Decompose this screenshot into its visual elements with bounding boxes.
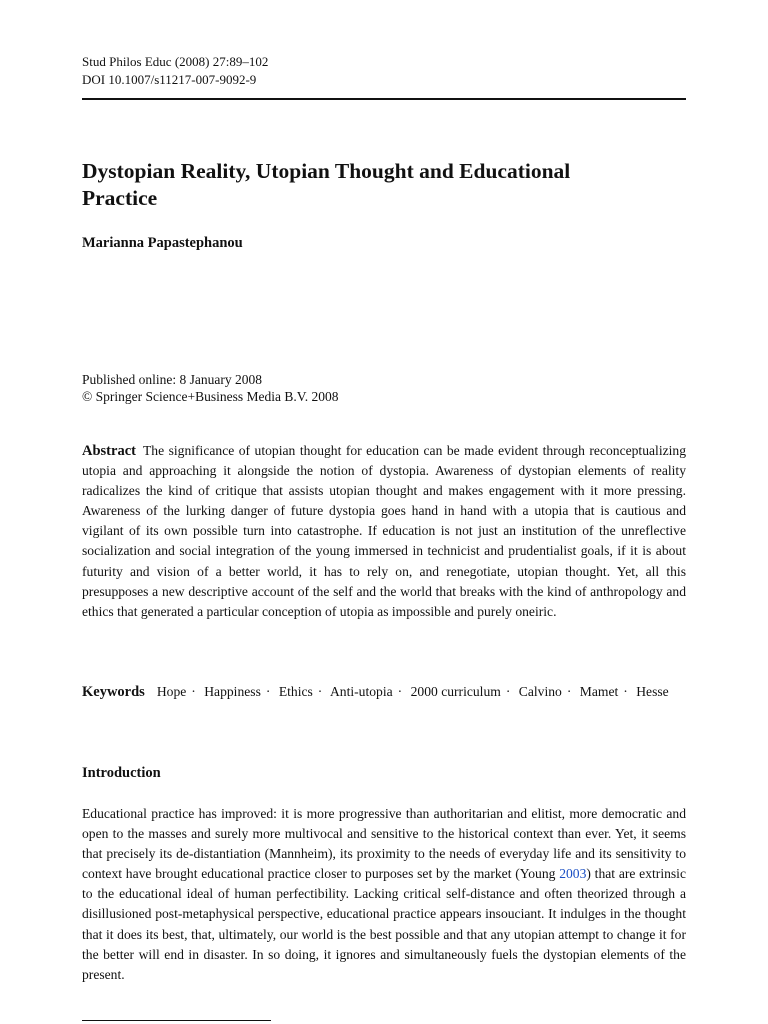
- keyword-separator: ·: [397, 684, 403, 699]
- keyword-item: Hesse: [636, 684, 669, 699]
- keyword-item: Anti-utopia: [329, 684, 393, 699]
- published-online-date: Published online: 8 January 2008: [82, 372, 262, 387]
- section-heading-introduction: Introduction: [82, 765, 161, 781]
- introduction-paragraph: [82, 804, 686, 985]
- introduction-text-part-2: ) that are extrinsic to the educational ideal of human perfectibility. Lacking critical self-distance and often theorized through a disillusioned post-metaphysical perspective, educational practice appears insouciant. It indulges in the thought that it does its best, that, ultimately, our world is the best possible and that any utopian attempt to change it for the better will end in disaster. In so doing, it ignores and simultaneously fuels the dystopian elements of the present.: [82, 866, 686, 982]
- keyword-item: Hope: [156, 684, 187, 699]
- journal-header: [82, 53, 268, 89]
- keywords: [82, 681, 686, 703]
- keywords-label: Keywords: [82, 684, 145, 700]
- article-title: Dystopian Reality, Utopian Thought and Educational Practice: [82, 159, 571, 210]
- keyword-separator: ·: [317, 684, 323, 699]
- keyword-separator: ·: [265, 684, 271, 699]
- keyword-item: 2000 curriculum: [410, 684, 501, 699]
- journal-citation: Stud Philos Educ (2008) 27:89–102: [82, 54, 269, 69]
- footnote-rule: [82, 1020, 271, 1021]
- article-page: [82, 0, 686, 1024]
- citation-link-young-2003[interactable]: 2003: [559, 866, 587, 882]
- header-rule: [82, 98, 686, 100]
- publication-info: [82, 371, 338, 405]
- keyword-item: Mamet: [579, 684, 619, 699]
- copyright-line: © Springer Science+Business Media B.V. 2008: [82, 389, 339, 404]
- author-name: Marianna Papastephanou: [82, 235, 243, 251]
- doi-line: DOI 10.1007/s11217-007-9092-9: [82, 72, 257, 87]
- abstract: [82, 441, 686, 622]
- keyword-separator: ·: [191, 684, 196, 699]
- keyword-list: [157, 684, 669, 699]
- abstract-text: The significance of utopian thought for education can be made evident through reconceptualizing utopia and approaching it alongside the notion of dystopia. Awareness of dystopian elements of reality radicalizes the kind of critique that assists utopian thought and makes engagement with it more pressing. Awareness of the lurking danger of future dystopia goes hand in hand with a utopia that is cautious and vigilant of its own possible turn into catastrophe. If education is not just an institution of the unreflective socialization and social integration of the young immersed in technicist and prudentialist goals, if it is about futurity and vision of a better world, it has to rely on, and renegotiate, utopian thought. Yet, all this presupposes a new descriptive account of the self and the world that breaks with the kind of anthropology and ethics that generated a particular conception of utopia as impossible and purely oneiric.: [82, 443, 686, 619]
- keyword-item: Happiness: [204, 684, 261, 699]
- keyword-item: Calvino: [518, 684, 562, 699]
- keyword-separator: ·: [566, 684, 572, 699]
- keyword-item: Ethics: [278, 684, 313, 699]
- introduction-text-part-1: Educational practice has improved: it is more progressive than authoritarian and elitist, more democratic and open to the masses and surely more multivocal and sensitive to the historical context than ever. Yet, it seems that precisely its de-distantiation (Mannheim), its proximity to the needs of everyday life and its sensitivity to context have brought educational practice closer to purposes set by the market (Young: [82, 806, 686, 882]
- abstract-label: Abstract: [82, 443, 136, 459]
- keyword-separator: ·: [505, 684, 511, 699]
- keyword-separator: ·: [623, 684, 628, 699]
